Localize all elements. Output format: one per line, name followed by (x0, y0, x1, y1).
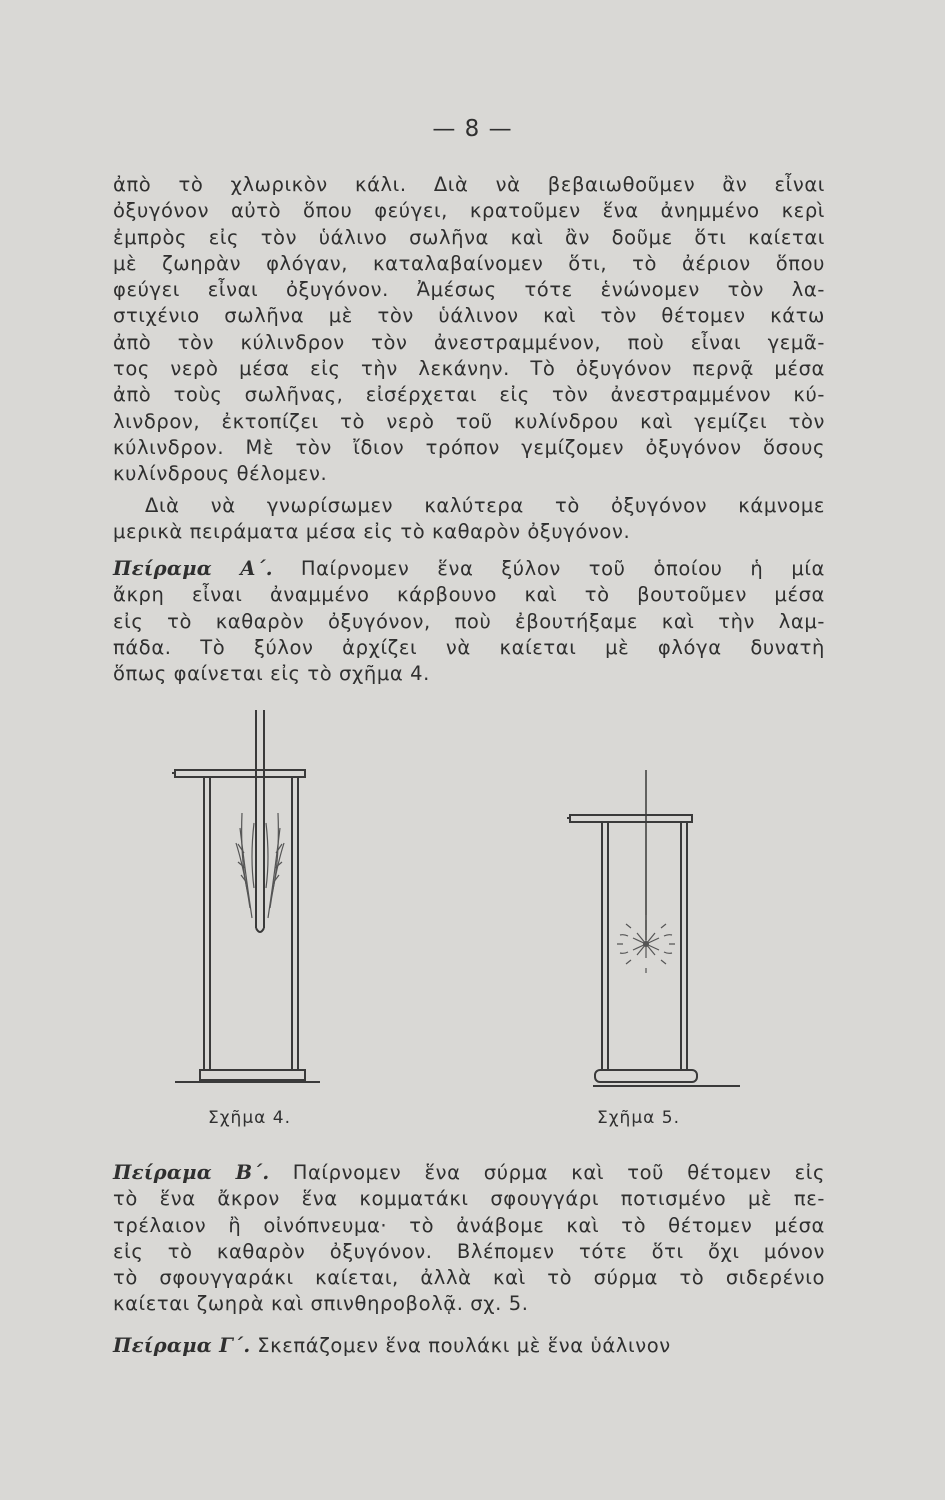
figure-5-burning-wire (565, 770, 745, 1095)
page-number: — 8 — (432, 116, 513, 142)
text-line: τὸ σφουγγαράκι καίεται, ἀλλὰ καὶ τὸ σύρμα τὸ σιδερένιο (113, 1266, 825, 1290)
text-line: μερικὰ πειράματα μέσα εἰς τὸ καθαρὸν ὀξυγόνον. (113, 520, 631, 544)
figure-4-burning-stick (170, 708, 340, 1093)
paragraph-experiment-b (113, 1160, 825, 1318)
paragraph-experiment-c (113, 1333, 825, 1359)
text-line: ἀπὸ τὸν κύλινδρον τὸν ἀνεστραμμένον, ποὺ εἶναι γεμᾶ- (113, 330, 825, 354)
text-line: Παίρνομεν ἕνα ξύλον τοῦ ὁποίου ἡ μία (300, 557, 825, 580)
text-line: φεύγει εἶναι ὀξυγόνον. Ἀμέσως τότε ἑνώνομεν τὸν λα- (113, 278, 825, 302)
text-line: ἀπὸ τοὺς σωλῆνας, εἰσέρχεται εἰς τὸν ἀνεστραμμένον κύ- (113, 383, 825, 407)
text-line: τος νερὸ μέσα εἰς τὴν λεκάνην. Τὸ ὀξυγόνον περνᾷ μέσα (113, 357, 825, 381)
text-line: τρέλαιον ἢ οἰνόπνευμα· τὸ ἀνάβομε καὶ τὸ θέτομεν μέσα (113, 1213, 825, 1237)
text-line: ἀπὸ τὸ χλωρικὸν κάλι. Διὰ νὰ βεβαιωθοῦμεν ἂν εἶναι (113, 173, 825, 196)
text-line: λινδρον, ἐκτοπίζει τὸ νερὸ τοῦ κυλίνδρου καὶ γεμίζει τὸν (113, 409, 825, 433)
experiment-b-heading: Πείραμα Β΄. (113, 1161, 270, 1184)
figure-4-caption: Σχῆμα 4. (208, 1108, 291, 1128)
text-line: πάδα. Τὸ ξύλον ἀρχίζει νὰ καίεται μὲ φλόγα δυνατὴ (113, 635, 825, 659)
experiment-a-heading: Πείραμα Α΄. (113, 557, 273, 580)
text-line: ἄκρη εἶναι ἀναμμένο κάρβουνο καὶ τὸ βουτοῦμεν μέσα (113, 583, 825, 607)
text-line: στιχένιο σωλῆνα μὲ τὸν ὑάλινον καὶ τὸν θέτομεν κάτω (113, 304, 825, 328)
text-line: κυλίνδρους θέλομεν. (113, 462, 328, 486)
text-line: κύλινδρον. Μὲ τὸν ἴδιον τρόπον γεμίζομεν ὀξυγόνον ὅσους (113, 435, 825, 459)
figure-5-caption: Σχῆμα 5. (597, 1108, 680, 1128)
text-line: Διὰ νὰ γνωρίσωμεν καλύτερα τὸ ὀξυγόνον κάμνομε (145, 494, 825, 517)
text-line: εἰς τὸ καθαρὸν ὀξυγόνον. Βλέπομεν τότε ὅτι ὄχι μόνον (113, 1239, 825, 1263)
paragraph-experiments-intro (113, 493, 825, 546)
text-line: ἐμπρὸς εἰς τὸν ὑάλινο σωλῆνα καὶ ἂν δοῦμε ὅτι καίεται (113, 225, 825, 249)
text-line: ὀξυγόνον αὐτὸ ὅπου φεύγει, κρατοῦμεν ἕνα ἀνημμένο κερὶ (113, 199, 825, 223)
text-line: εἰς τὸ καθαρὸν ὀξυγόνον, ποὺ ἐβουτήξαμε καὶ τὴν λαμ- (113, 609, 825, 633)
text-line: καίεται ζωηρὰ καὶ σπινθηροβολᾷ. σχ. 5. (113, 1292, 529, 1316)
paragraph-oxygen-collection (113, 172, 825, 488)
text-line: Σκεπάζομεν ἕνα πουλάκι μὲ ἕνα ὑάλινον (257, 1334, 671, 1357)
text-line: ὅπως φαίνεται εἰς τὸ σχῆμα 4. (113, 662, 430, 686)
paragraph-experiment-a (113, 556, 825, 687)
text-line: Παίρνομεν ἕνα σύρμα καὶ τοῦ θέτομεν εἰς (292, 1161, 825, 1184)
experiment-c-heading: Πείραμα Γ΄. (113, 1334, 251, 1357)
text-line: μὲ ζωηρὰν φλόγαν, καταλαβαίνομεν ὅτι, τὸ ἀέριον ὅπου (113, 251, 825, 275)
text-line: τὸ ἕνα ἄκρον ἕνα κομματάκι σφουγγάρι ποτισμένο μὲ πε- (113, 1187, 825, 1211)
